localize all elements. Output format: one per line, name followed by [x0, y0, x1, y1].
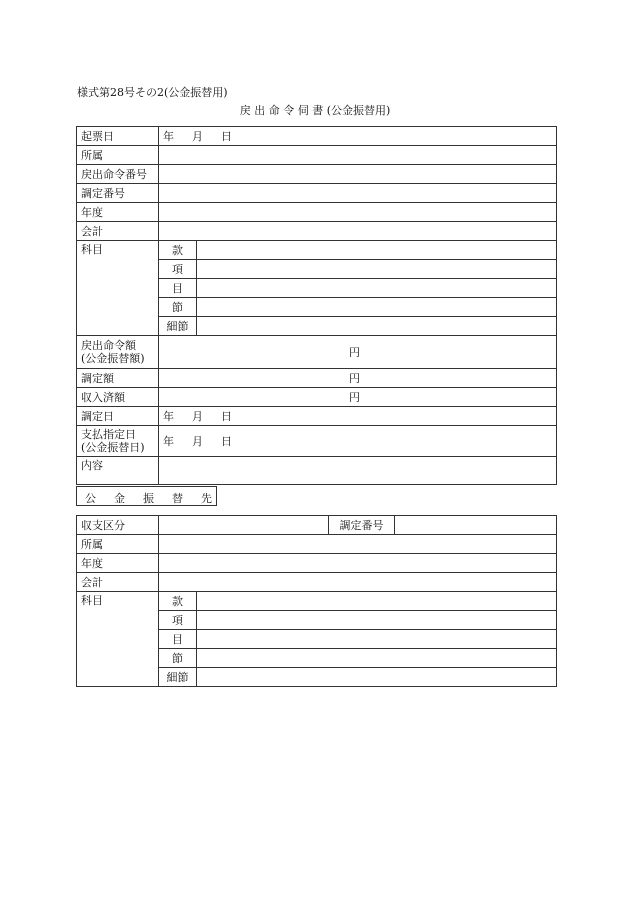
- label-shiharai-bi: [77, 426, 159, 457]
- field-moku[interactable]: [197, 279, 557, 298]
- field-kou[interactable]: [197, 260, 557, 279]
- row-kaikei: [77, 222, 557, 241]
- field-kan[interactable]: [197, 241, 557, 260]
- label-kamoku: 科目: [77, 241, 159, 336]
- row-reishutsu-gaku: [77, 336, 557, 369]
- label-nendo-2: 年度: [77, 554, 159, 573]
- year-label: 年: [163, 129, 174, 143]
- year-label: 年: [163, 434, 174, 448]
- label-reishutsu-gaku-line1: 戻出命令額: [81, 339, 136, 352]
- field-kaikei-2[interactable]: [159, 573, 557, 592]
- label-shozoku: 所属: [77, 146, 159, 165]
- field-kaikei[interactable]: [159, 222, 557, 241]
- label-kou-2: 項: [159, 611, 197, 630]
- label-moku-2: 目: [159, 630, 197, 649]
- field-chotei-bango-2[interactable]: [395, 516, 557, 535]
- label-kou: 項: [159, 260, 197, 279]
- label-setsu: 節: [159, 298, 197, 317]
- label-kaikei: 会計: [77, 222, 159, 241]
- row-nendo: [77, 203, 557, 222]
- row-nendo-2: [77, 554, 557, 573]
- label-setsu-2: 節: [159, 649, 197, 668]
- label-choteibi: 調定日: [77, 407, 159, 426]
- field-setsu-2[interactable]: [197, 649, 557, 668]
- field-kan-2[interactable]: [197, 592, 557, 611]
- label-kan: 款: [159, 241, 197, 260]
- field-shiharai-bi[interactable]: [159, 426, 557, 457]
- label-shunyu-zumi: 収入済額: [77, 388, 159, 407]
- label-kamoku-2: 科目: [77, 592, 159, 687]
- field-saisetsu-2[interactable]: [197, 668, 557, 687]
- label-shiharai-line1: 支払指定日: [81, 428, 136, 441]
- kokin-furikaesaki-heading: [76, 486, 217, 506]
- label-nendo: 年度: [77, 203, 159, 222]
- field-setsu[interactable]: [197, 298, 557, 317]
- heading-char: 替: [172, 492, 183, 505]
- label-reishutsu-bango: 戻出命令番号: [77, 165, 159, 184]
- yen-unit: 円: [349, 390, 360, 404]
- label-reishutsu-gaku: [77, 336, 159, 369]
- yen-unit: 円: [349, 371, 360, 385]
- field-choteibi[interactable]: [159, 407, 557, 426]
- field-shozoku-2[interactable]: [159, 535, 557, 554]
- row-kihyobi: [77, 127, 557, 146]
- field-naiyou[interactable]: [159, 457, 557, 485]
- field-chotei-gaku[interactable]: [159, 369, 557, 388]
- field-nendo[interactable]: [159, 203, 557, 222]
- furikaesaki-table: [76, 515, 557, 687]
- field-shozoku[interactable]: [159, 146, 557, 165]
- label-reishutsu-gaku-line2: (公金振替額): [81, 352, 145, 365]
- row-shushi-kubun: [77, 516, 557, 535]
- month-label: 月: [192, 434, 203, 448]
- field-chotei-bango[interactable]: [159, 184, 557, 203]
- label-chotei-bango-2: 調定番号: [329, 516, 395, 535]
- label-saisetsu: 細節: [159, 317, 197, 336]
- form-number: 様式第28号その2(公金振替用): [77, 86, 228, 99]
- row-chotei-bango: [77, 184, 557, 203]
- label-shiharai-line2: (公金振替日): [81, 441, 145, 454]
- label-naiyou: 内容: [77, 457, 159, 485]
- field-shushi-kubun[interactable]: [159, 516, 329, 535]
- field-reishutsu-bango[interactable]: [159, 165, 557, 184]
- year-label: 年: [163, 409, 174, 423]
- day-label: 日: [221, 409, 232, 423]
- label-chotei-gaku: 調定額: [77, 369, 159, 388]
- row-kamoku-kan: [77, 241, 557, 260]
- row-chotei-gaku: [77, 369, 557, 388]
- field-moku-2[interactable]: [197, 630, 557, 649]
- field-kihyobi[interactable]: [159, 127, 557, 146]
- field-nendo-2[interactable]: [159, 554, 557, 573]
- row-reishutsu-bango: [77, 165, 557, 184]
- label-moku: 目: [159, 279, 197, 298]
- field-reishutsu-gaku[interactable]: [159, 336, 557, 369]
- label-kaikei-2: 会計: [77, 573, 159, 592]
- row-choteibi: [77, 407, 557, 426]
- month-label: 月: [192, 409, 203, 423]
- day-label: 日: [221, 129, 232, 143]
- label-kihyobi: 起票日: [77, 127, 159, 146]
- row-shunyu-zumi: [77, 388, 557, 407]
- label-saisetsu-2: 細節: [159, 668, 197, 687]
- day-label: 日: [221, 434, 232, 448]
- row-kamoku-kan-2: [77, 592, 557, 611]
- heading-char: 振: [143, 492, 154, 505]
- row-kaikei-2: [77, 573, 557, 592]
- row-shozoku: [77, 146, 557, 165]
- label-shozoku-2: 所属: [77, 535, 159, 554]
- row-shiharai-bi: [77, 426, 557, 457]
- label-shushi-kubun: 収支区分: [77, 516, 159, 535]
- row-shozoku-2: [77, 535, 557, 554]
- document-title: 戻 出 命 令 伺 書 (公金振替用): [239, 104, 391, 117]
- field-saisetsu[interactable]: [197, 317, 557, 336]
- field-kou-2[interactable]: [197, 611, 557, 630]
- heading-char: 公: [85, 492, 96, 505]
- heading-char: 先: [201, 492, 212, 505]
- label-kan-2: 款: [159, 592, 197, 611]
- heading-char: 金: [114, 492, 125, 505]
- label-chotei-bango: 調定番号: [77, 184, 159, 203]
- yen-unit: 円: [349, 345, 360, 359]
- row-naiyou: [77, 457, 557, 485]
- reishutsu-form-table: [76, 126, 557, 485]
- field-shunyu-zumi[interactable]: [159, 388, 557, 407]
- month-label: 月: [192, 129, 203, 143]
